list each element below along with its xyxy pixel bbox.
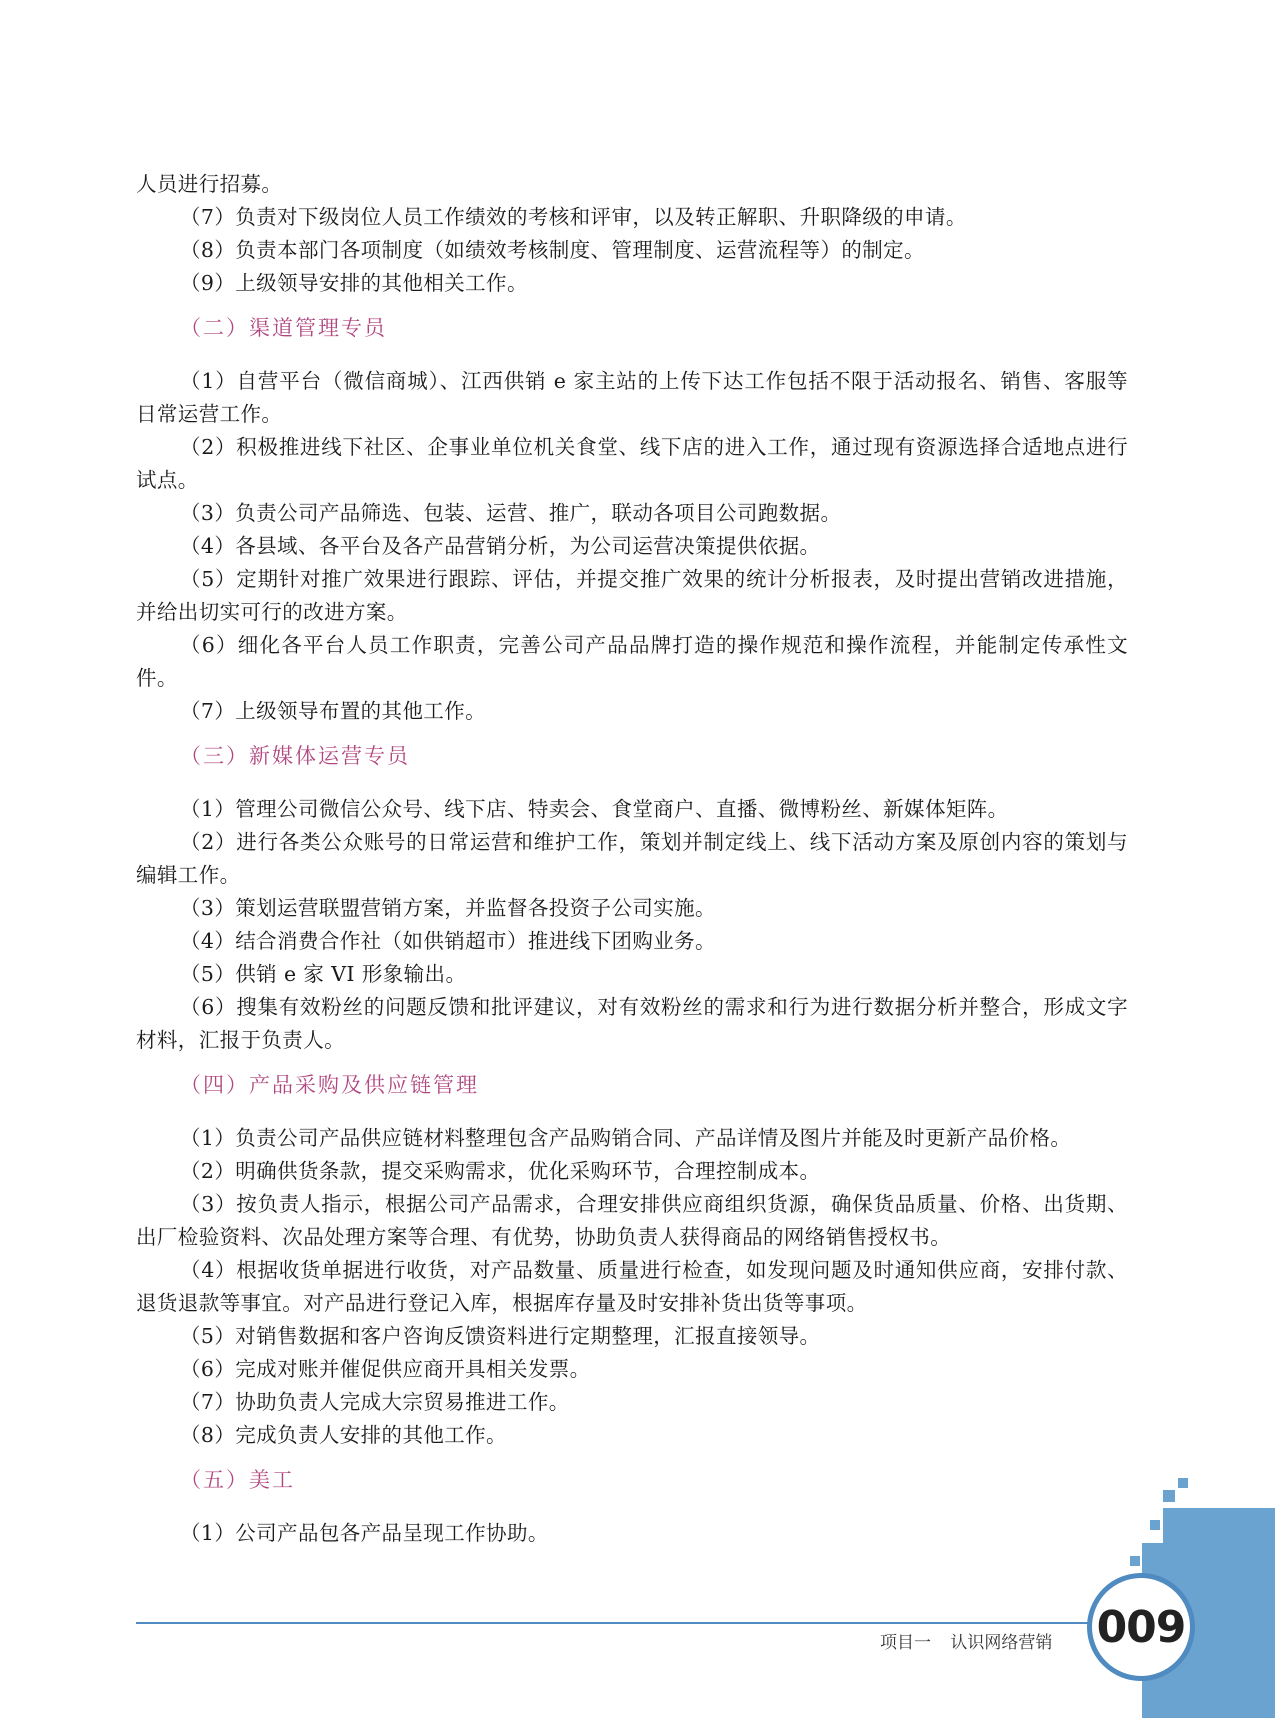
section-heading-channel-management: （二）渠道管理专员 — [180, 316, 387, 340]
page-body — [136, 168, 1128, 1550]
list-item: （3）按负责人指示，根据公司产品需求，合理安排供应商组织货源，确保货品质量、价格、出货期、出厂检验资料、次品处理方案等合理、有优势，协助负责人获得商品的网络销售授权书。 — [136, 1192, 1128, 1249]
list-item: （3）负责公司产品筛选、包装、运营、推广，联动各项目公司跑数据。 — [180, 501, 842, 525]
list-item: （7）负责对下级岗位人员工作绩效的考核和评审，以及转正解职、升职降级的申请。 — [180, 205, 967, 229]
pixel-decoration — [1150, 1520, 1160, 1530]
list-item: （6）搜集有效粉丝的问题反馈和批评建议，对有效粉丝的需求和行为进行数据分析并整合，形成文字材料，汇报于负责人。 — [136, 995, 1128, 1052]
pixel-decoration — [1163, 1490, 1175, 1502]
list-item: （7）上级领导布置的其他工作。 — [180, 699, 487, 723]
pixel-decoration — [1178, 1478, 1188, 1488]
list-item: （6）完成对账并催促供应商开具相关发票。 — [180, 1357, 591, 1381]
list-item: （2）积极推进线下社区、企事业单位机关食堂、线下店的进入工作，通过现有资源选择合适地点进行试点。 — [136, 435, 1128, 492]
footer-chapter: 认识网络营销 — [950, 1633, 1053, 1653]
list-item: （1）公司产品包各产品呈现工作协助。 — [180, 1521, 549, 1545]
list-item: （7）协助负责人完成大宗贸易推进工作。 — [180, 1390, 570, 1414]
list-item: （1）管理公司微信公众号、线下店、特卖会、食堂商户、直播、微博粉丝、新媒体矩阵。 — [180, 797, 1009, 821]
list-item: （1）负责公司产品供应链材料整理包含产品购销合同、产品详情及图片并能及时更新产品价格。 — [180, 1126, 1072, 1150]
footer-rule — [136, 1622, 1096, 1624]
list-item: （5）定期针对推广效果进行跟踪、评估，并提交推广效果的统计分析报表，及时提出营销改进措施，并给出切实可行的改进方案。 — [136, 567, 1128, 624]
footer-project: 项目一 — [880, 1633, 931, 1653]
list-item: （6）细化各平台人员工作职责，完善公司产品品牌打造的操作规范和操作流程，并能制定传承性文件。 — [136, 633, 1128, 690]
list-item: （1）自营平台（微信商城）、江西供销 e 家主站的上传下达工作包括不限于活动报名、销售、客服等日常运营工作。 — [136, 369, 1128, 426]
page-number-badge — [1087, 1573, 1195, 1681]
list-item: （9）上级领导安排的其他相关工作。 — [180, 271, 528, 295]
list-item: （4）各县域、各平台及各产品营销分析，为公司运营决策提供依据。 — [180, 534, 821, 558]
list-item: （2）明确供货条款，提交采购需求，优化采购环节，合理控制成本。 — [180, 1159, 821, 1183]
pixel-decoration — [1130, 1556, 1140, 1566]
page-number: 009 — [1096, 1601, 1186, 1653]
list-item: （8）完成负责人安排的其他工作。 — [180, 1423, 507, 1447]
list-item: （2）进行各类公众账号的日常运营和维护工作，策划并制定线上、线下活动方案及原创内容的策划与编辑工作。 — [136, 830, 1128, 887]
running-footer — [880, 1628, 1052, 1658]
list-item: （8）负责本部门各项制度（如绩效考核制度、管理制度、运营流程等）的制定。 — [180, 238, 925, 262]
list-item: （3）策划运营联盟营销方案，并监督各投资子公司实施。 — [180, 896, 716, 920]
list-item: （5）对销售数据和客户咨询反馈资料进行定期整理，汇报直接领导。 — [180, 1324, 821, 1348]
corner-decoration-top — [1163, 1508, 1275, 1548]
list-item: （5）供销 e 家 VI 形象输出。 — [180, 962, 467, 986]
list-item: （4）根据收货单据进行收货，对产品数量、质量进行检查，如发现问题及时通知供应商，安排付款、退货退款等事宜。对产品进行登记入库，根据库存量及时安排补货出货等事项。 — [136, 1258, 1128, 1315]
section-heading-art-design: （五）美工 — [180, 1468, 295, 1492]
section-heading-procurement: （四）产品采购及供应链管理 — [180, 1073, 479, 1097]
list-item: （4）结合消费合作社（如供销超市）推进线下团购业务。 — [180, 929, 716, 953]
section-heading-new-media: （三）新媒体运营专员 — [180, 744, 410, 768]
paragraph-intro-tail: 人员进行招募。 — [136, 172, 283, 196]
